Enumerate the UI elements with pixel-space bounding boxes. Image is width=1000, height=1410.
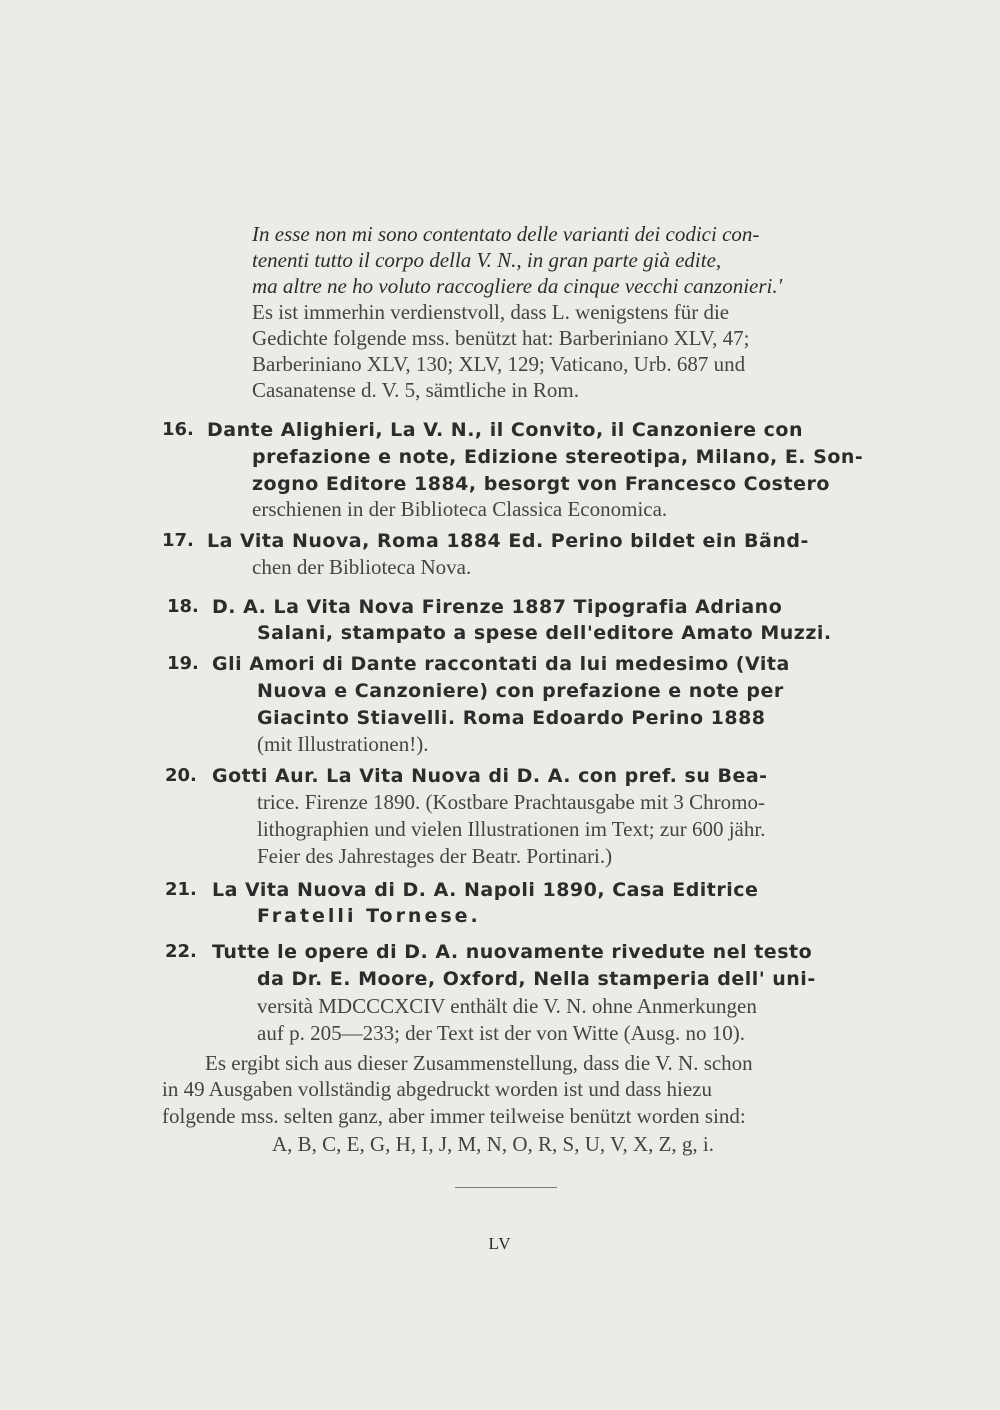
entry-number: 18. xyxy=(167,596,199,617)
entry-line: prefazione e note, Edizione stereotipa, Milano, E. Son- xyxy=(252,446,864,468)
entry-line: (mit Illustrationen!). xyxy=(257,732,429,756)
entry-number: 19. xyxy=(167,653,199,674)
entry-line: chen der Biblioteca Nova. xyxy=(252,555,472,579)
entry-line: versità MDCCCXCIV enthält die V. N. ohne Anmerkungen xyxy=(257,994,757,1018)
conclusion-line: Es ergibt sich aus dieser Zusammenstellung, dass die V. N. schon xyxy=(205,1051,753,1075)
entry-line: zogno Editore 1884, besorgt von Francesco Costero xyxy=(252,473,830,495)
entry-line: Gli Amori di Dante raccontati da lui medesimo (Vita xyxy=(212,653,790,675)
entry-number: 17. xyxy=(162,530,194,551)
entry-line: Fratelli Tornese. xyxy=(257,905,481,927)
entry-line: D. A. La Vita Nova Firenze 1887 Tipografia Adriano xyxy=(212,596,783,618)
entry-line: Gotti Aur. La Vita Nuova di D. A. con pref. su Bea- xyxy=(212,765,768,787)
divider-rule xyxy=(455,1187,557,1188)
intro-line: Es ist immerhin verdienstvoll, dass L. wenigstens für die xyxy=(252,300,730,324)
entry-line: Dante Alighieri, La V. N., il Convito, il Canzoniere con xyxy=(207,419,803,441)
entry-line: auf p. 205—233; der Text ist der von Witte (Ausg. no 10). xyxy=(257,1021,746,1045)
entry-line: La Vita Nuova di D. A. Napoli 1890, Casa Editrice xyxy=(212,879,759,901)
entry-line: Feier des Jahrestages der Beatr. Portinari.) xyxy=(257,844,613,868)
intro-line: tenenti tutto il corpo della V. N., in gran parte già edite, xyxy=(252,248,722,272)
conclusion-line: in 49 Ausgaben vollständig abgedruckt worden ist und dass hiezu xyxy=(162,1077,712,1101)
entry-line: Giacinto Stiavelli. Roma Edoardo Perino 1888 xyxy=(257,707,766,729)
entry-number: 20. xyxy=(165,765,197,786)
entry-line: lithographien und vielen Illustrationen im Text; zur 600 jähr. xyxy=(257,817,766,841)
entry-line: erschienen in der Biblioteca Classica Economica. xyxy=(252,497,668,521)
entry-line: La Vita Nuova, Roma 1884 Ed. Perino bildet ein Bänd- xyxy=(207,530,809,552)
intro-line: Gedichte folgende mss. benützt hat: Barberiniano XLV, 47; xyxy=(252,326,750,350)
page-number: LV xyxy=(488,1234,512,1253)
entry-number: 21. xyxy=(165,879,197,900)
entry-line: Salani, stampato a spese dell'editore Amato Muzzi. xyxy=(257,622,832,644)
entry-line: Tutte le opere di D. A. nuovamente rivedute nel testo xyxy=(212,941,813,963)
entry-line: da Dr. E. Moore, Oxford, Nella stamperia dell' uni- xyxy=(257,968,816,990)
intro-line: In esse non mi sono contentato delle varianti dei codici con- xyxy=(252,222,760,246)
entry-line: trice. Firenze 1890. (Kostbare Prachtausgabe mit 3 Chromo- xyxy=(257,790,765,814)
intro-line: Casanatense d. V. 5, sämtliche in Rom. xyxy=(252,378,580,402)
entry-line: Nuova e Canzoniere) con prefazione e note per xyxy=(257,680,784,702)
conclusion-line: folgende mss. selten ganz, aber immer teilweise benützt worden sind: xyxy=(162,1104,746,1128)
entry-number: 22. xyxy=(165,941,197,962)
conclusion-line: A, B, C, E, G, H, I, J, M, N, O, R, S, U, V, X, Z, g, i. xyxy=(272,1132,715,1156)
intro-line: Barberiniano XLV, 130; XLV, 129; Vaticano, Urb. 687 und xyxy=(252,352,746,376)
entry-number: 16. xyxy=(162,419,194,440)
intro-line: ma altre ne ho voluto raccogliere da cinque vecchi canzonieri.' xyxy=(252,274,783,298)
